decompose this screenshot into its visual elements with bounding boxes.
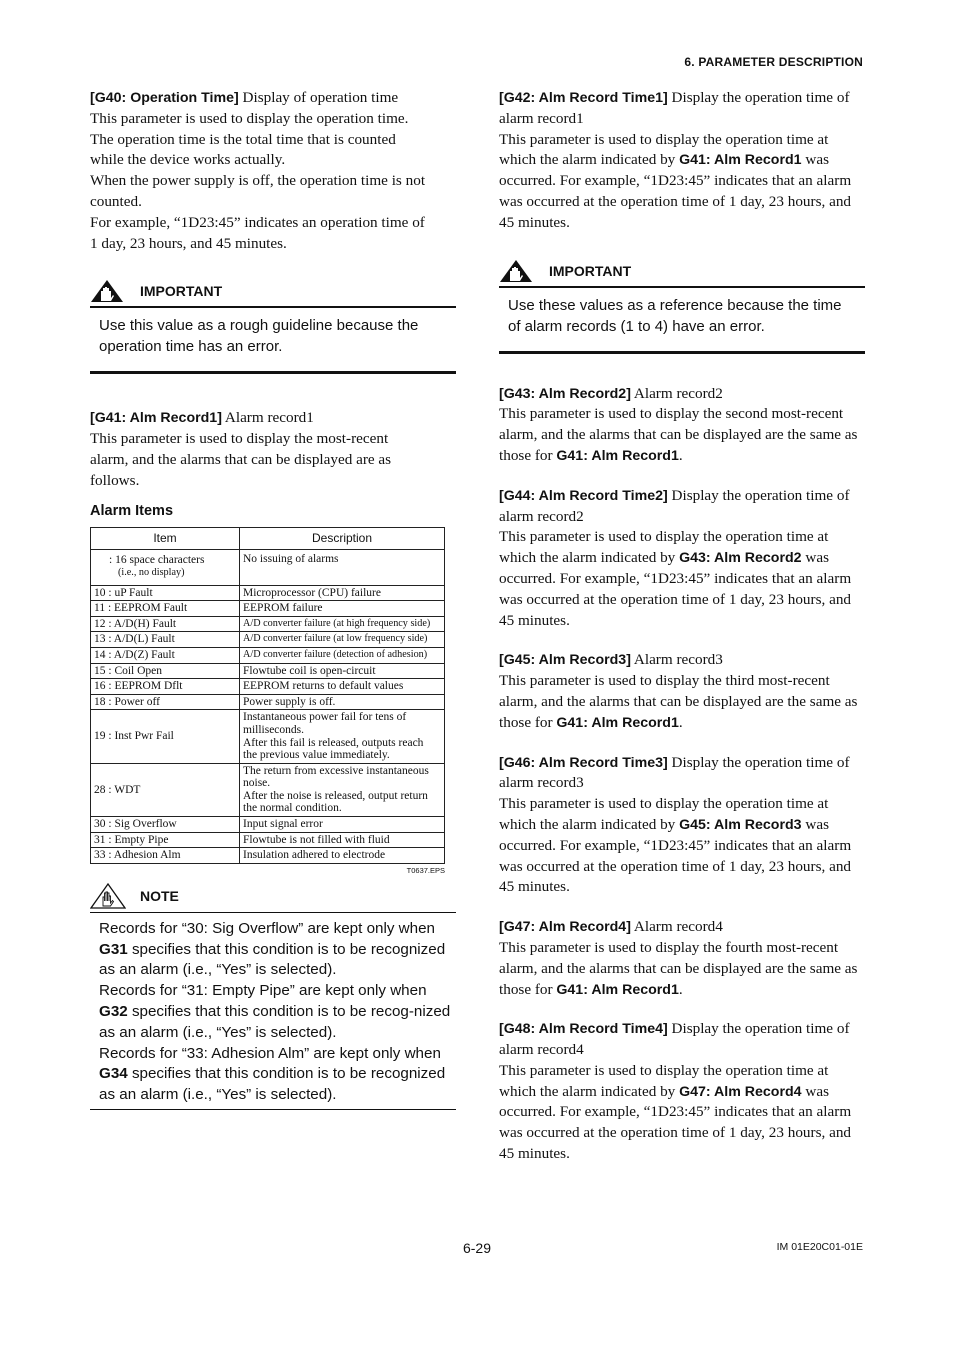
g47-text: . bbox=[678, 980, 683, 998]
cell-item: 31 : Empty Pipe bbox=[91, 832, 240, 848]
g47-text: This parameter is used to display the fourth most-recent alarm, and the alarms that can be displayed are the same as those for bbox=[499, 938, 858, 998]
g46-text: This parameter is used to display the operation time at which the alarm indicated by bbox=[499, 795, 829, 833]
cell-description: Microprocessor (CPU) failure bbox=[240, 585, 445, 601]
g47-section bbox=[499, 917, 865, 1000]
cell-item: 33 : Adhesion Alm bbox=[91, 848, 240, 864]
g41-line: alarm, and the alarms that can be displayed are as bbox=[90, 450, 392, 468]
g48-section bbox=[499, 1019, 865, 1165]
g45-lead: Alarm record3 bbox=[630, 651, 723, 669]
cell-description: Flowtube coil is open-circuit bbox=[240, 663, 445, 679]
note-keyword: G34 bbox=[99, 1065, 128, 1083]
g42-text: was occurred. For example, “1D23:45” indicates that an alarm was occurred at the operation time of 1 day, 23 hours, and 45 minutes. bbox=[499, 151, 852, 231]
table-row bbox=[91, 763, 445, 816]
document-number: IM 01E20C01-01E bbox=[776, 1241, 863, 1253]
g48-text: This parameter is used to display the operation time at which the alarm indicated by bbox=[499, 1061, 829, 1100]
table-row bbox=[91, 663, 445, 679]
note-hand-icon bbox=[90, 883, 126, 909]
g41-lead: Alarm record1 bbox=[221, 409, 314, 427]
g46-lead: Display the operation time of alarm record3 bbox=[499, 753, 850, 792]
g46-keyword: G45: Alm Record3 bbox=[679, 816, 802, 833]
alarm-items-table bbox=[90, 527, 445, 864]
important-body: Use these values as a reference because the time of alarm records (1 to 4) have an error. bbox=[499, 288, 865, 354]
cell-description bbox=[240, 710, 445, 763]
note-box bbox=[90, 883, 456, 1110]
table-row bbox=[91, 694, 445, 710]
g46-title: [G46: Alm Record Time3] bbox=[499, 754, 668, 771]
table-row bbox=[91, 616, 445, 632]
table-row bbox=[91, 549, 445, 585]
left-column bbox=[90, 88, 456, 1110]
g44-lead: Display the operation time of alarm record2 bbox=[499, 486, 850, 525]
right-column bbox=[499, 88, 865, 1184]
g45-text: This parameter is used to display the third most-recent alarm, and the alarms that can be displayed are the same as those for bbox=[499, 672, 858, 731]
cell-description: A/D converter failure (detection of adhesion) bbox=[240, 647, 445, 663]
g40-line: When the power supply is off, the operation time is not bbox=[90, 172, 426, 190]
cell-description: No issuing of alarms bbox=[240, 549, 445, 585]
g45-section bbox=[499, 650, 865, 733]
cell-item: : 16 space characters bbox=[109, 554, 205, 567]
note-text: Records for “33: Adhesion Alm” are kept only when bbox=[99, 1044, 441, 1062]
cell-item: 10 : uP Fault bbox=[91, 585, 240, 601]
g47-lead: Alarm record4 bbox=[630, 918, 723, 936]
g44-text: was occurred. For example, “1D23:45” indicates that an alarm was occurred at the operation time of 1 day, 23 hours, and 45 minutes. bbox=[499, 549, 852, 629]
cell-item: 18 : Power off bbox=[91, 694, 240, 710]
g40-line: counted. bbox=[90, 192, 142, 210]
g42-text: This parameter is used to display the operation time at which the alarm indicated by bbox=[499, 130, 829, 169]
important-hand-icon bbox=[499, 259, 533, 283]
g43-lead: Alarm record2 bbox=[630, 384, 723, 402]
g41-line: follows. bbox=[90, 471, 140, 489]
g45-title: [G45: Alm Record3] bbox=[499, 652, 631, 669]
important-box-left bbox=[90, 278, 456, 374]
g42-keyword: G41: Alm Record1 bbox=[679, 152, 802, 169]
page-number: 6-29 bbox=[462, 1240, 492, 1256]
g45-keyword: G41: Alm Record1 bbox=[556, 714, 679, 731]
cell-item: 16 : EEPROM Dflt bbox=[91, 679, 240, 695]
g43-section bbox=[499, 384, 865, 467]
table-header-description: Description bbox=[240, 527, 445, 549]
note-keyword: G32 bbox=[99, 1003, 128, 1021]
g42-section bbox=[499, 88, 865, 234]
g40-line: The operation time is the total time that is counted bbox=[90, 130, 396, 148]
important-box-right bbox=[499, 258, 865, 354]
note-body bbox=[90, 913, 456, 1110]
g47-keyword: G41: Alm Record1 bbox=[556, 981, 679, 998]
g41-line: This parameter is used to display the most-recent bbox=[90, 430, 389, 448]
cell-item: 14 : A/D(Z) Fault bbox=[91, 647, 240, 663]
g47-title: [G47: Alm Record4] bbox=[499, 919, 631, 936]
table-row bbox=[91, 679, 445, 695]
g46-section bbox=[499, 753, 865, 899]
note-text: specifies that this condition is to be recog-nized as an alarm (i.e., “Yes” is selected). bbox=[99, 1003, 451, 1041]
cell-description: Flowtube is not filled with fluid bbox=[240, 832, 445, 848]
cell-item-sub: (i.e., no display) bbox=[118, 567, 185, 579]
g48-lead: Display the operation time of alarm record4 bbox=[499, 1020, 850, 1059]
cell-item: 13 : A/D(L) Fault bbox=[91, 632, 240, 648]
table-row bbox=[91, 817, 445, 833]
important-title: IMPORTANT bbox=[549, 262, 632, 279]
g40-line: For example, “1D23:45” indicates an operation time of bbox=[90, 213, 425, 231]
cell-item: 30 : Sig Overflow bbox=[91, 817, 240, 833]
g48-keyword: G47: Alm Record4 bbox=[679, 1083, 802, 1100]
g42-lead: Display the operation time of alarm record1 bbox=[499, 89, 850, 127]
cell-description-line: noise. bbox=[243, 777, 271, 790]
section-header: 6. PARAMETER DESCRIPTION bbox=[684, 55, 863, 69]
cell-description: EEPROM failure bbox=[240, 601, 445, 617]
table-row bbox=[91, 647, 445, 663]
cell-item: 15 : Coil Open bbox=[91, 663, 240, 679]
g48-title: [G48: Alm Record Time4] bbox=[499, 1021, 668, 1038]
important-body: Use this value as a rough guideline because the operation time has an error. bbox=[90, 308, 456, 374]
g40-section bbox=[90, 88, 456, 254]
important-title: IMPORTANT bbox=[140, 283, 223, 300]
cell-description: EEPROM returns to default values bbox=[240, 679, 445, 695]
g42-title: [G42: Alm Record Time1] bbox=[499, 90, 668, 106]
cell-item: 11 : EEPROM Fault bbox=[91, 601, 240, 617]
g40-lead: Display of operation time bbox=[238, 89, 399, 106]
cell-description-line: Instantaneous power fail for tens of bbox=[243, 711, 407, 724]
cell-description-line: the previous value immediately. bbox=[243, 749, 390, 762]
g44-keyword: G43: Alm Record2 bbox=[679, 550, 802, 567]
alarm-items-heading: Alarm Items bbox=[90, 502, 174, 519]
cell-description-line: After the noise is released, output return bbox=[243, 789, 428, 802]
note-paragraph bbox=[99, 919, 452, 981]
cell-description-line: The return from excessive instantaneous bbox=[243, 764, 429, 777]
cell-item: 12 : A/D(H) Fault bbox=[91, 616, 240, 632]
important-hand-icon bbox=[90, 279, 124, 303]
note-text: Records for “31: Empty Pipe” are kept only when bbox=[99, 982, 427, 1000]
table-row bbox=[91, 601, 445, 617]
cell-description: A/D converter failure (at low frequency side) bbox=[240, 632, 445, 648]
cell-description-line: milliseconds. bbox=[243, 723, 305, 736]
table-row bbox=[91, 832, 445, 848]
g44-section bbox=[499, 486, 865, 632]
note-text: Records for “30: Sig Overflow” are kept only when bbox=[99, 919, 435, 937]
g40-line: 1 day, 23 hours, and 45 minutes. bbox=[90, 234, 287, 252]
g44-title: [G44: Alm Record Time2] bbox=[499, 487, 668, 504]
g40-line: This parameter is used to display the operation time. bbox=[90, 109, 409, 127]
table-row bbox=[91, 585, 445, 601]
table-row bbox=[91, 710, 445, 763]
table-figure-code: T0637.EPS bbox=[406, 865, 445, 875]
note-paragraph bbox=[99, 981, 452, 1043]
cell-description-line: After this fail is released, outputs reach bbox=[243, 736, 424, 749]
g41-section bbox=[90, 408, 456, 491]
g43-text: This parameter is used to display the second most-recent alarm, and the alarms that can be displayed are the same as those for bbox=[499, 405, 858, 464]
table-header-item: Item bbox=[91, 527, 240, 549]
cell-item: 19 : Inst Pwr Fail bbox=[91, 710, 240, 763]
cell-description-line: the normal condition. bbox=[243, 802, 342, 815]
note-paragraph bbox=[99, 1044, 452, 1106]
cell-description: Input signal error bbox=[240, 817, 445, 833]
note-title: NOTE bbox=[140, 887, 179, 904]
cell-item: 28 : WDT bbox=[91, 763, 240, 816]
note-keyword: G31 bbox=[99, 940, 128, 958]
g46-text: was occurred. For example, “1D23:45” indicates that an alarm was occurred at the operation time of 1 day, 23 hours, and 45 minutes. bbox=[499, 815, 852, 896]
g44-text: This parameter is used to display the operation time at which the alarm indicated by bbox=[499, 528, 829, 567]
cell-description bbox=[240, 763, 445, 816]
note-text: specifies that this condition is to be recognized as an alarm (i.e., “Yes” is selected). bbox=[99, 940, 446, 979]
g40-title: [G40: Operation Time] bbox=[90, 90, 239, 106]
g48-text: was occurred. For example, “1D23:45” indicates that an alarm was occurred at the operation time of 1 day, 23 hours, and 45 minutes. bbox=[499, 1082, 852, 1163]
note-text: specifies that this condition is to be recognized as an alarm (i.e., “Yes” is selected). bbox=[99, 1065, 446, 1104]
table-row bbox=[91, 848, 445, 864]
g43-text: . bbox=[678, 446, 683, 464]
g45-text: . bbox=[678, 713, 683, 731]
cell-description: Power supply is off. bbox=[240, 694, 445, 710]
g43-keyword: G41: Alm Record1 bbox=[556, 447, 679, 464]
g40-line: while the device works actually. bbox=[90, 151, 286, 169]
cell-description: Insulation adhered to electrode bbox=[240, 848, 445, 864]
cell-description: A/D converter failure (at high frequency side) bbox=[240, 616, 445, 632]
table-row bbox=[91, 632, 445, 648]
g41-title: [G41: Alm Record1] bbox=[90, 410, 222, 427]
g43-title: [G43: Alm Record2] bbox=[499, 385, 631, 402]
